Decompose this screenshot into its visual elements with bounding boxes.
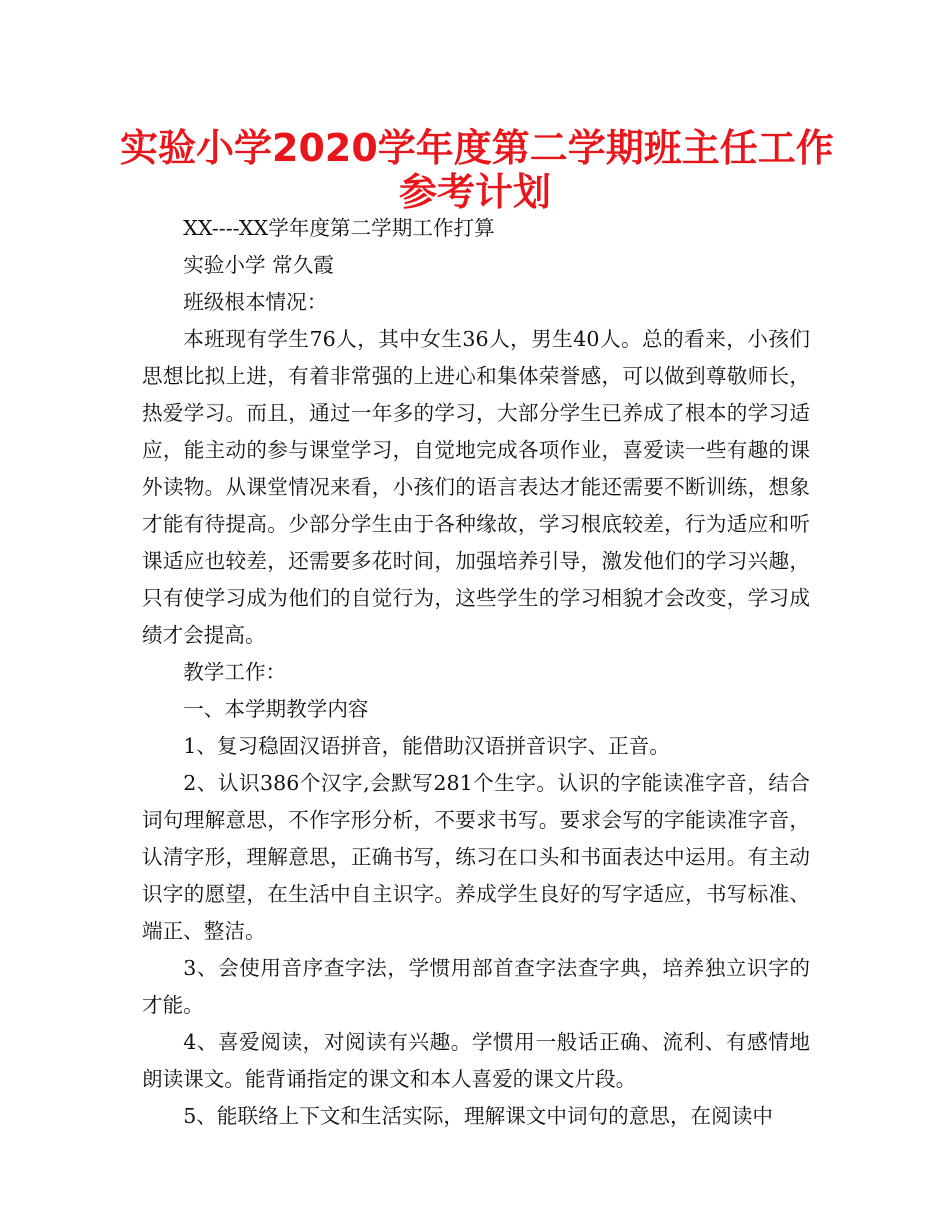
document-title-line-2: 参考计划: [398, 170, 551, 214]
paragraph-plan-heading: XX----XX学年度第二学期工作打算: [183, 216, 495, 240]
paragraph-section-1-heading: 一、本学期教学内容: [183, 697, 369, 721]
paragraph-class-heading: 班级根本情况：: [183, 290, 328, 314]
paragraph-item-3: 3、会使用音序查字法，学惯用部首查字法查字典，培养独立识字的才能。: [142, 956, 810, 1017]
paragraph-item-4: 4、喜爱阅读，对阅读有兴趣。学惯用一般话正确、流利、有感情地朗读课文。能背诵指定的课文和本人喜爱的课文片段。: [142, 1030, 810, 1091]
paragraph-item-2: 2、认识386个汉字,会默写281个生字。认识的字能读准字音，结合词句理解意思，不作字形分析，不要求书写。要求会写的字能读准字音，认清字形，理解意思，正确书写，练习在口头和书面表达中运用。有主动识字的愿望，在生活中自主识字。养成学生良好的写字适应，书写标准、端正、整洁。: [142, 771, 810, 943]
document-title-line-1: 实验小学2020学年度第二学期班主任工作: [120, 126, 834, 170]
paragraph-author: 实验小学 常久霞: [183, 253, 334, 277]
paragraph-class-description: 本班现有学生76人，其中女生36人，男生40人。总的看来，小孩们思想比拟上进，有着非常强的上进心和集体荣誉感，可以做到尊敬师长，热爱学习。而且，通过一年多的学习，大部分学生已养成了根本的学习适应，能主动的参与课堂学习，自觉地完成各项作业，喜爱读一些有趣的课外读物。从课堂情况来看，小孩们的语言表达才能还需要不断训练，想象才能有待提高。少部分学生由于各种缘故，学习根底较差，行为适应和听课适应也较差，还需要多花时间，加强培养引导，激发他们的学习兴趣，只有使学习成为他们的自觉行为，这些学生的学习相貌才会改变，学习成绩才会提高。: [142, 327, 810, 647]
paragraph-item-1: 1、复习稳固汉语拼音，能借助汉语拼音识字、正音。: [183, 734, 670, 758]
paragraph-teaching-heading: 教学工作：: [183, 660, 287, 684]
document-body: [142, 210, 810, 1135]
paragraph-item-5: 5、能联络上下文和生活实际，理解课文中词句的意思，在阅读中: [183, 1104, 773, 1128]
